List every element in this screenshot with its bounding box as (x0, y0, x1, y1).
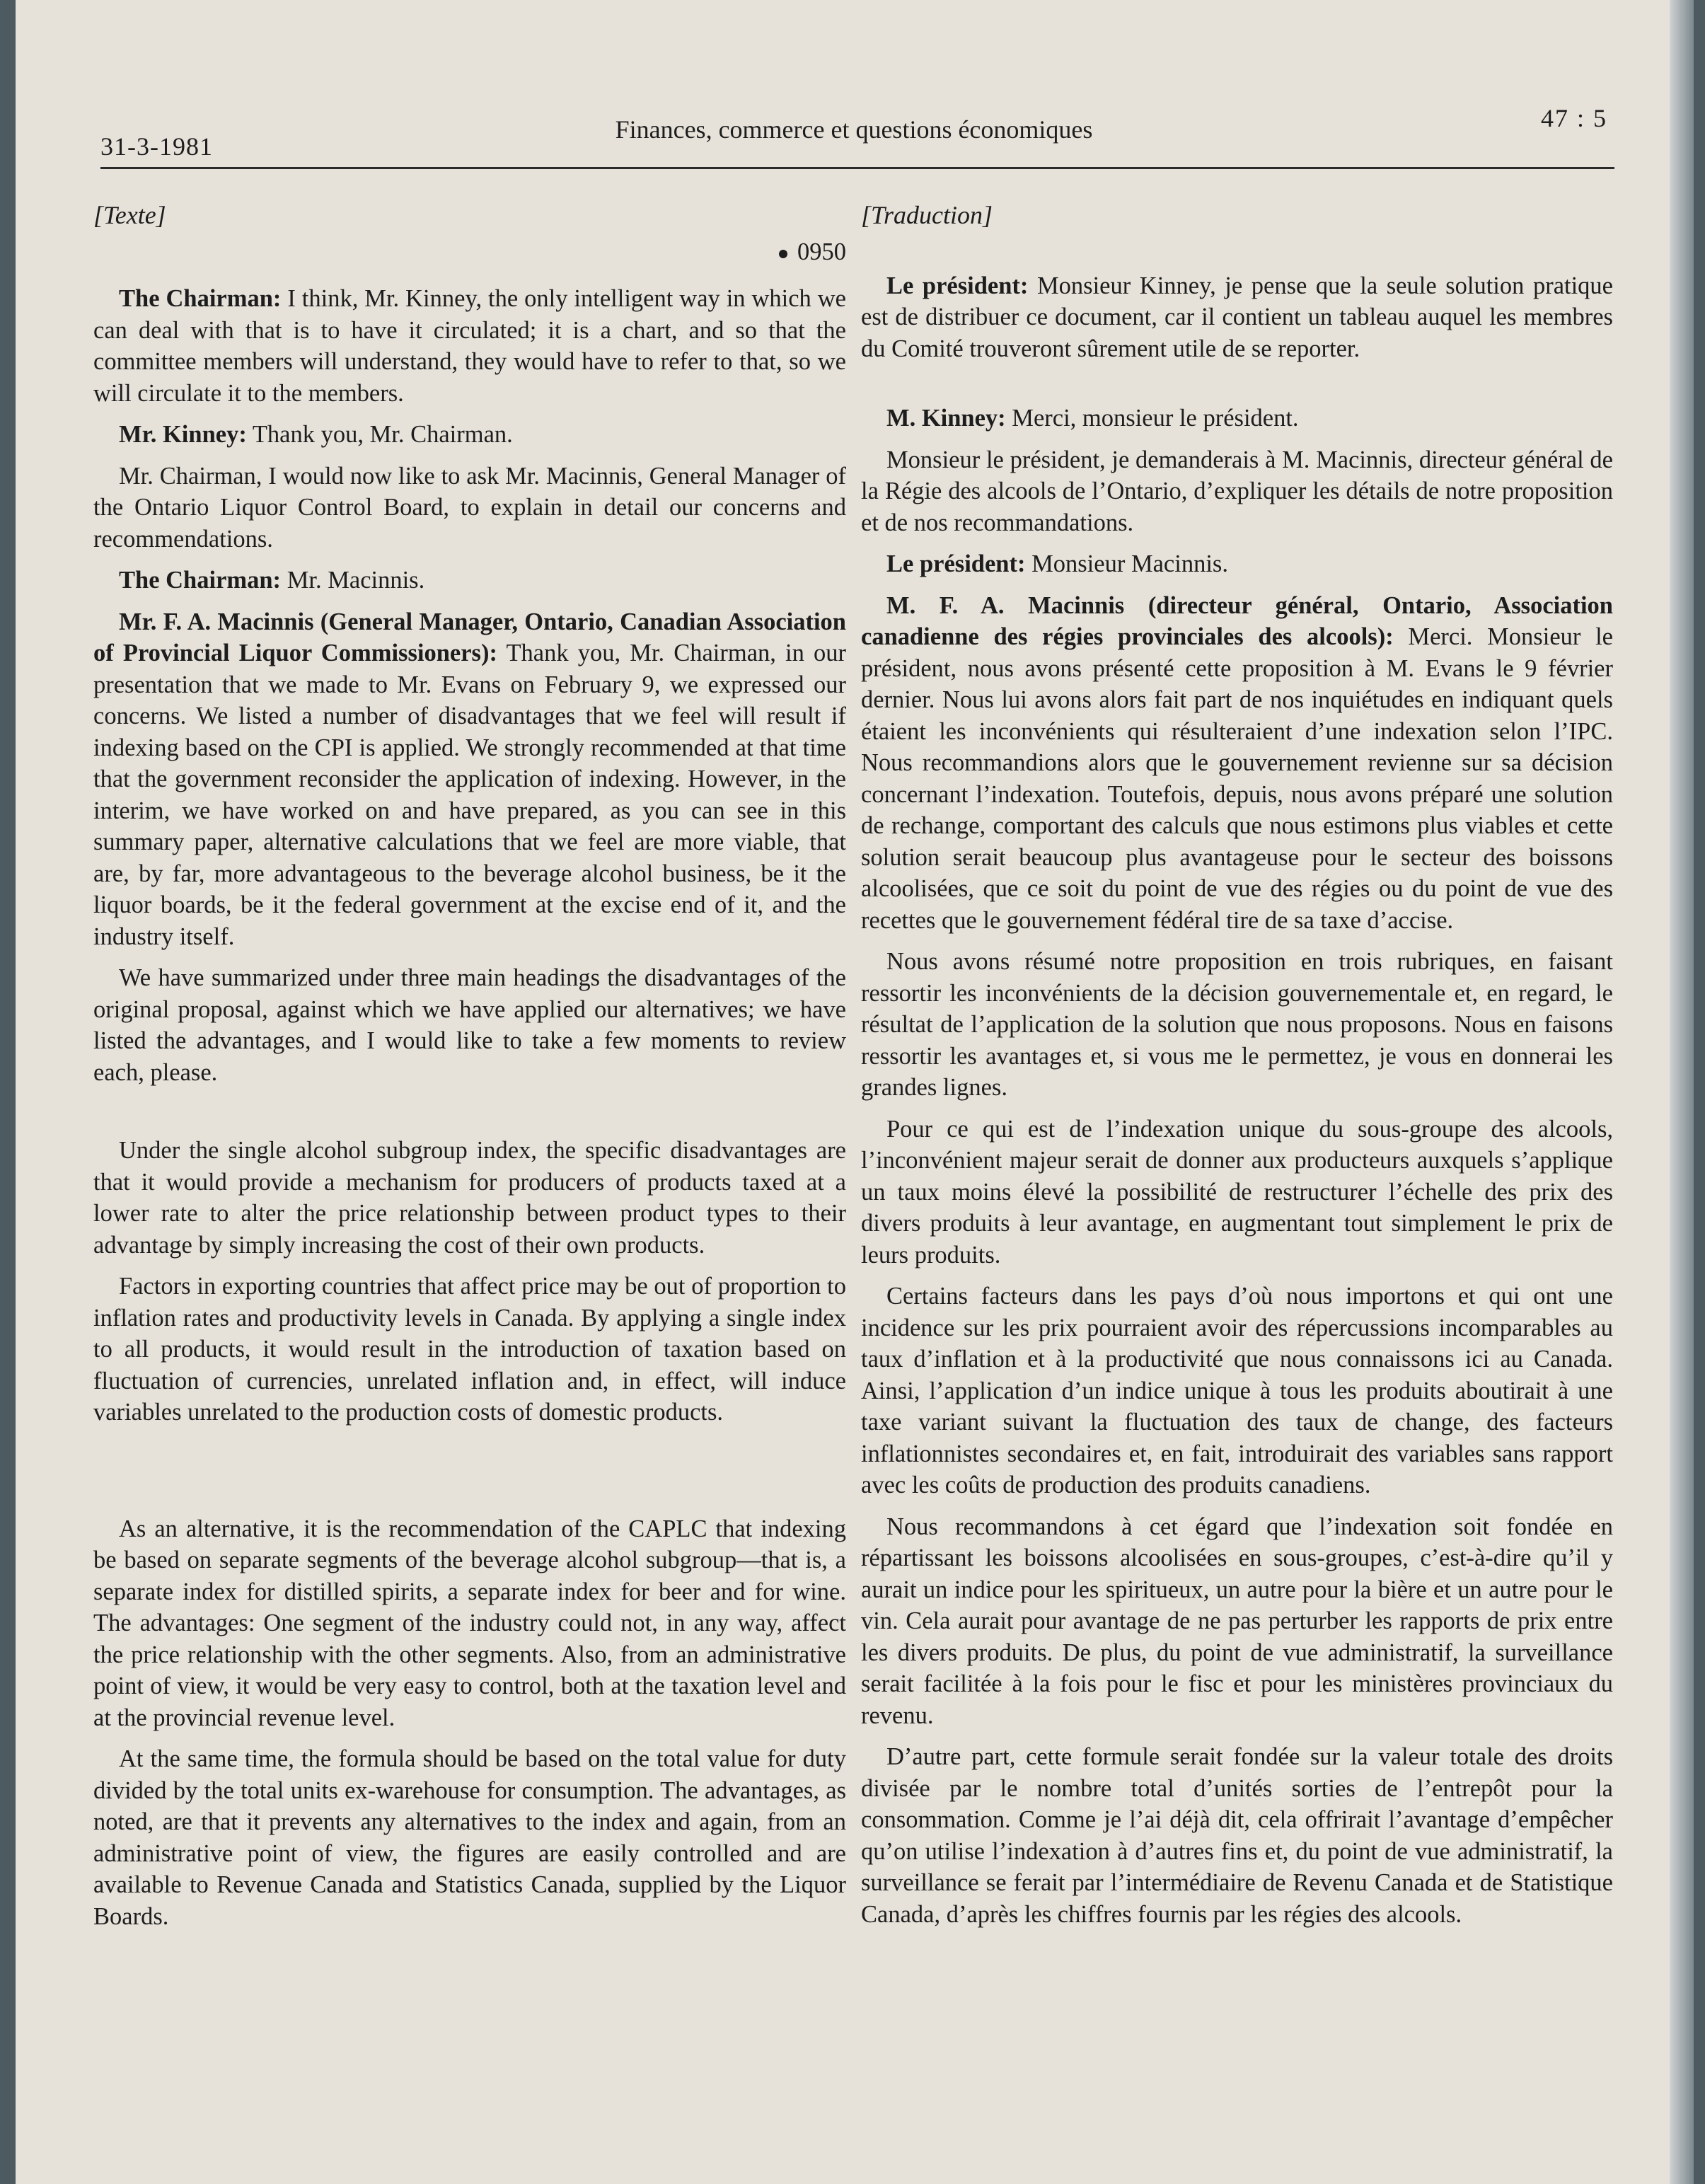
header-date: 31-3-1981 (100, 132, 213, 161)
paragraph-text: Under the single alcohol subgroup index, the specific disadvantages are that it would provide a mechanism for producers of products taxed at a lower rate to alter the price relationship between product types to their advantage by simply increasing the cost of their own products. (93, 1137, 846, 1259)
time-marker (93, 236, 846, 268)
paragraph-text: Monsieur Macinnis. (1025, 550, 1228, 577)
paragraph-text: Mr. Chairman, I would now like to ask Mr. Macinnis, General Manager of the Ontario Liquor Control Board, to explain in detail our concerns and recommendations. (93, 462, 846, 553)
en-paragraph-6 (93, 962, 846, 1088)
paragraph-text: Certains facteurs dans les pays d’où nous importons et qui ont une incidence sur les prix pourraient avoir des répercussions incomparables au taux d’inflation et à la productivité que nous connaissons ici au Canada. Ainsi, l’application d’un indice unique à tous les produits aboutirait à une taxe variant suivant la fluctuation des taux de change, des facteurs inflationnistes secondaires et, en fait, introduirait des variables sans rapport avec les coûts de production des produits canadiens. (861, 1283, 1613, 1498)
fr-paragraph-6 (861, 946, 1613, 1104)
paragraph-text: Mr. Macinnis. (281, 567, 425, 594)
en-paragraph-4 (93, 565, 846, 596)
fr-paragraph-9 (861, 1511, 1613, 1732)
fr-paragraph-2 (861, 403, 1613, 434)
fr-paragraph-3 (861, 444, 1613, 539)
speaker-label: Mr. F. A. Macinnis (General Manager, Ontario, Canadian Association of Provincial Liquor Commissioners): (93, 608, 846, 666)
paragraph-text: Pour ce qui est de l’indexation unique du sous-groupe des alcools, l’inconvénient majeur serait de donner aux producteurs auxquels s’applique un taux moins élevé la possibilité de restructurer l’échelle des prix des divers produits à leur avantage, en augmentant tout simplement le prix de leurs produits. (861, 1115, 1613, 1269)
english-tag-label: Texte (103, 201, 156, 229)
paragraph-text: Nous avons résumé notre proposition en trois rubriques, en faisant ressortir les inconvénients de la décision gouvernementale et, en regard, le résultat de l’application de la solution que nous proposons. Nous en faisons ressortir les avantages et, si vous me le permettez, je vous en donnerai les grandes lignes. (861, 948, 1613, 1101)
english-column (93, 200, 846, 1942)
fr-paragraph-7 (861, 1114, 1613, 1271)
time-marker-label: 0950 (797, 238, 846, 265)
en-paragraph-8 (93, 1271, 846, 1428)
speaker-label: The Chairman: (119, 567, 282, 594)
bullet-icon (779, 250, 787, 258)
speaker-label: M. F. A. Macinnis (directeur général, Ontario, Association canadienne des régies provinciales des alcools): (861, 591, 1613, 650)
french-tag: [Traduction] (861, 201, 993, 229)
fr-paragraph-4 (861, 548, 1613, 580)
paragraph-text: Monsieur Kinney, je pense que la seule solution pratique est de distribuer ce document, car il contient un tableau auquel les membres du Comité trouveront sûrement utile de se reporter. (861, 272, 1613, 362)
header-title: Finances, commerce et questions économiques (615, 115, 1093, 144)
paragraph-text: At the same time, the formula should be based on the total value for duty divided by the total units ex-warehouse for consumption. The advantages, as noted, are that it prevents any alternatives to the index and again, from an administrative point of view, the figures are easily controlled and are available to Revenue Canada and Statistics Canada, supplied by the Liquor Boards. (93, 1745, 846, 1930)
paragraph-text: Nous recommandons à cet égard que l’indexation soit fondée en répartissant les boissons alcoolisées en sous-groupes, c’est-à-dire qu’il y aurait un indice pour les spiritueux, un autre pour la bière et un autre pour le vin. Cela aurait pour avantage de ne pas perturber les rapports de prix entre les divers produits. De plus, du point de vue administratif, la surveillance serait facilitée à la fois pour le fisc et pour les ministères provinciaux du revenu. (861, 1513, 1613, 1729)
speaker-label: Le président: (886, 272, 1029, 299)
fr-paragraph-1 (861, 270, 1613, 365)
english-tag: [Texte] (93, 201, 166, 229)
paragraph-text: We have summarized under three main headings the disadvantages of the original proposal, against which we have applied our alternatives; we have listed the advantages, and I would like to take a few moments to review each, please. (93, 964, 846, 1086)
fr-paragraph-8 (861, 1281, 1613, 1501)
speaker-label: Mr. Kinney: (119, 421, 247, 448)
paragraph-text: Thank you, Mr. Chairman. (246, 421, 513, 448)
en-paragraph-9 (93, 1513, 846, 1734)
paragraph-text: I think, Mr. Kinney, the only intelligent way in which we can deal with that is to have it circulated; it is a chart, and so that the committee members will understand, they would have to refer to that, so we will circulate it to the members. (93, 285, 846, 407)
french-tag-label: Traduction (871, 201, 983, 229)
speaker-label: The Chairman: (119, 285, 282, 312)
paragraph-text: As an alternative, it is the recommendation of the CAPLC that indexing be based on separate segments of the beverage alcohol subgroup—that is, a separate index for distilled spirits, a separate index for beer and for wine. The advantages: One segment of the industry could not, in any way, affect the price relationship with the other segments. Also, from an administrative point of view, it would be very easy to control, both at the taxation level and at the provincial revenue level. (93, 1515, 846, 1731)
paragraph-text: Monsieur le président, je demanderais à M. Macinnis, directeur général de la Régie des alcools de l’Ontario, d’expliquer les détails de notre proposition et de nos recommandations. (861, 446, 1613, 536)
fr-paragraph-10 (861, 1741, 1613, 1930)
paragraph-text: Thank you, Mr. Chairman, in our presentation that we made to Mr. Evans on February 9, we expressed our concerns. We listed a number of disadvantages that we feel will result if indexing based on the CPI is applied. We strongly recommended at that time that the government reconsider the application of indexing. However, in the interim, we have worked on and have prepared, as you can see in this summary paper, alternative calculations that we feel are more viable, that are, by far, more advantageous to the beverage alcohol business, be it the liquor boards, be it the federal government at the excise end of it, and the industry itself. (93, 640, 846, 950)
header-rule (100, 167, 1614, 169)
speaker-label: Le président: (886, 550, 1026, 577)
en-paragraph-7 (93, 1135, 846, 1261)
fr-paragraph-5 (861, 590, 1613, 937)
en-paragraph-10 (93, 1743, 846, 1932)
page-edge (1670, 0, 1694, 2184)
paragraph-text: D’autre part, cette formule serait fondée sur la valeur totale des droits divisée par le nombre total d’unités sorties de l’entrepôt pour la consommation. Comme je l’ai déjà dit, cela offrirait l’avantage d’empêcher qu’on utilise l’indexation à d’autres fins et, du point de vue administratif, la surveillance se ferait par l’intermédiaire de Revenu Canada et de Statistique Canada, d’après les chiffres fournis par les régies des alcools. (861, 1743, 1613, 1928)
en-paragraph-5 (93, 606, 846, 953)
header-page-number: 47 : 5 (1540, 104, 1607, 132)
page-header (86, 106, 1622, 171)
en-paragraph-2 (93, 419, 846, 451)
paragraph-text: Merci, monsieur le président. (1005, 405, 1299, 432)
paragraph-text: Merci. Monsieur le président, nous avons présenté cette proposition à M. Evans le 9 février dernier. Nous lui avons alors fait part de nos inquiétudes en indiquant quels étaient les inconvénients qui résulteraient d’une indexation selon l’IPC. Nous recommandions alors que le gouvernement revienne sur sa décision concernant l’indexation. Toutefois, depuis, nous avons préparé une solution de rechange, comportant des calculs que nous estimons plus viables et cette solution serait beaucoup plus avantageuse pour le secteur des boissons alcoolisées, que ce soit du point de vue des régies ou du point de vue des recettes que le gouvernement fédéral tire de sa taxe d’accise. (861, 623, 1613, 934)
speaker-label: M. Kinney: (886, 405, 1006, 432)
en-paragraph-1 (93, 283, 846, 409)
paragraph-text: Factors in exporting countries that affect price may be out of proportion to inflation rates and productivity levels in Canada. By applying a single index to all products, it would result in the introduction of taxation based on fluctuation of currencies, unrelated inflation and, in effect, will induce variables unrelated to the production costs of domestic products. (93, 1273, 846, 1426)
en-paragraph-3 (93, 461, 846, 555)
document-page (16, 0, 1694, 2184)
french-column (861, 200, 1613, 1940)
